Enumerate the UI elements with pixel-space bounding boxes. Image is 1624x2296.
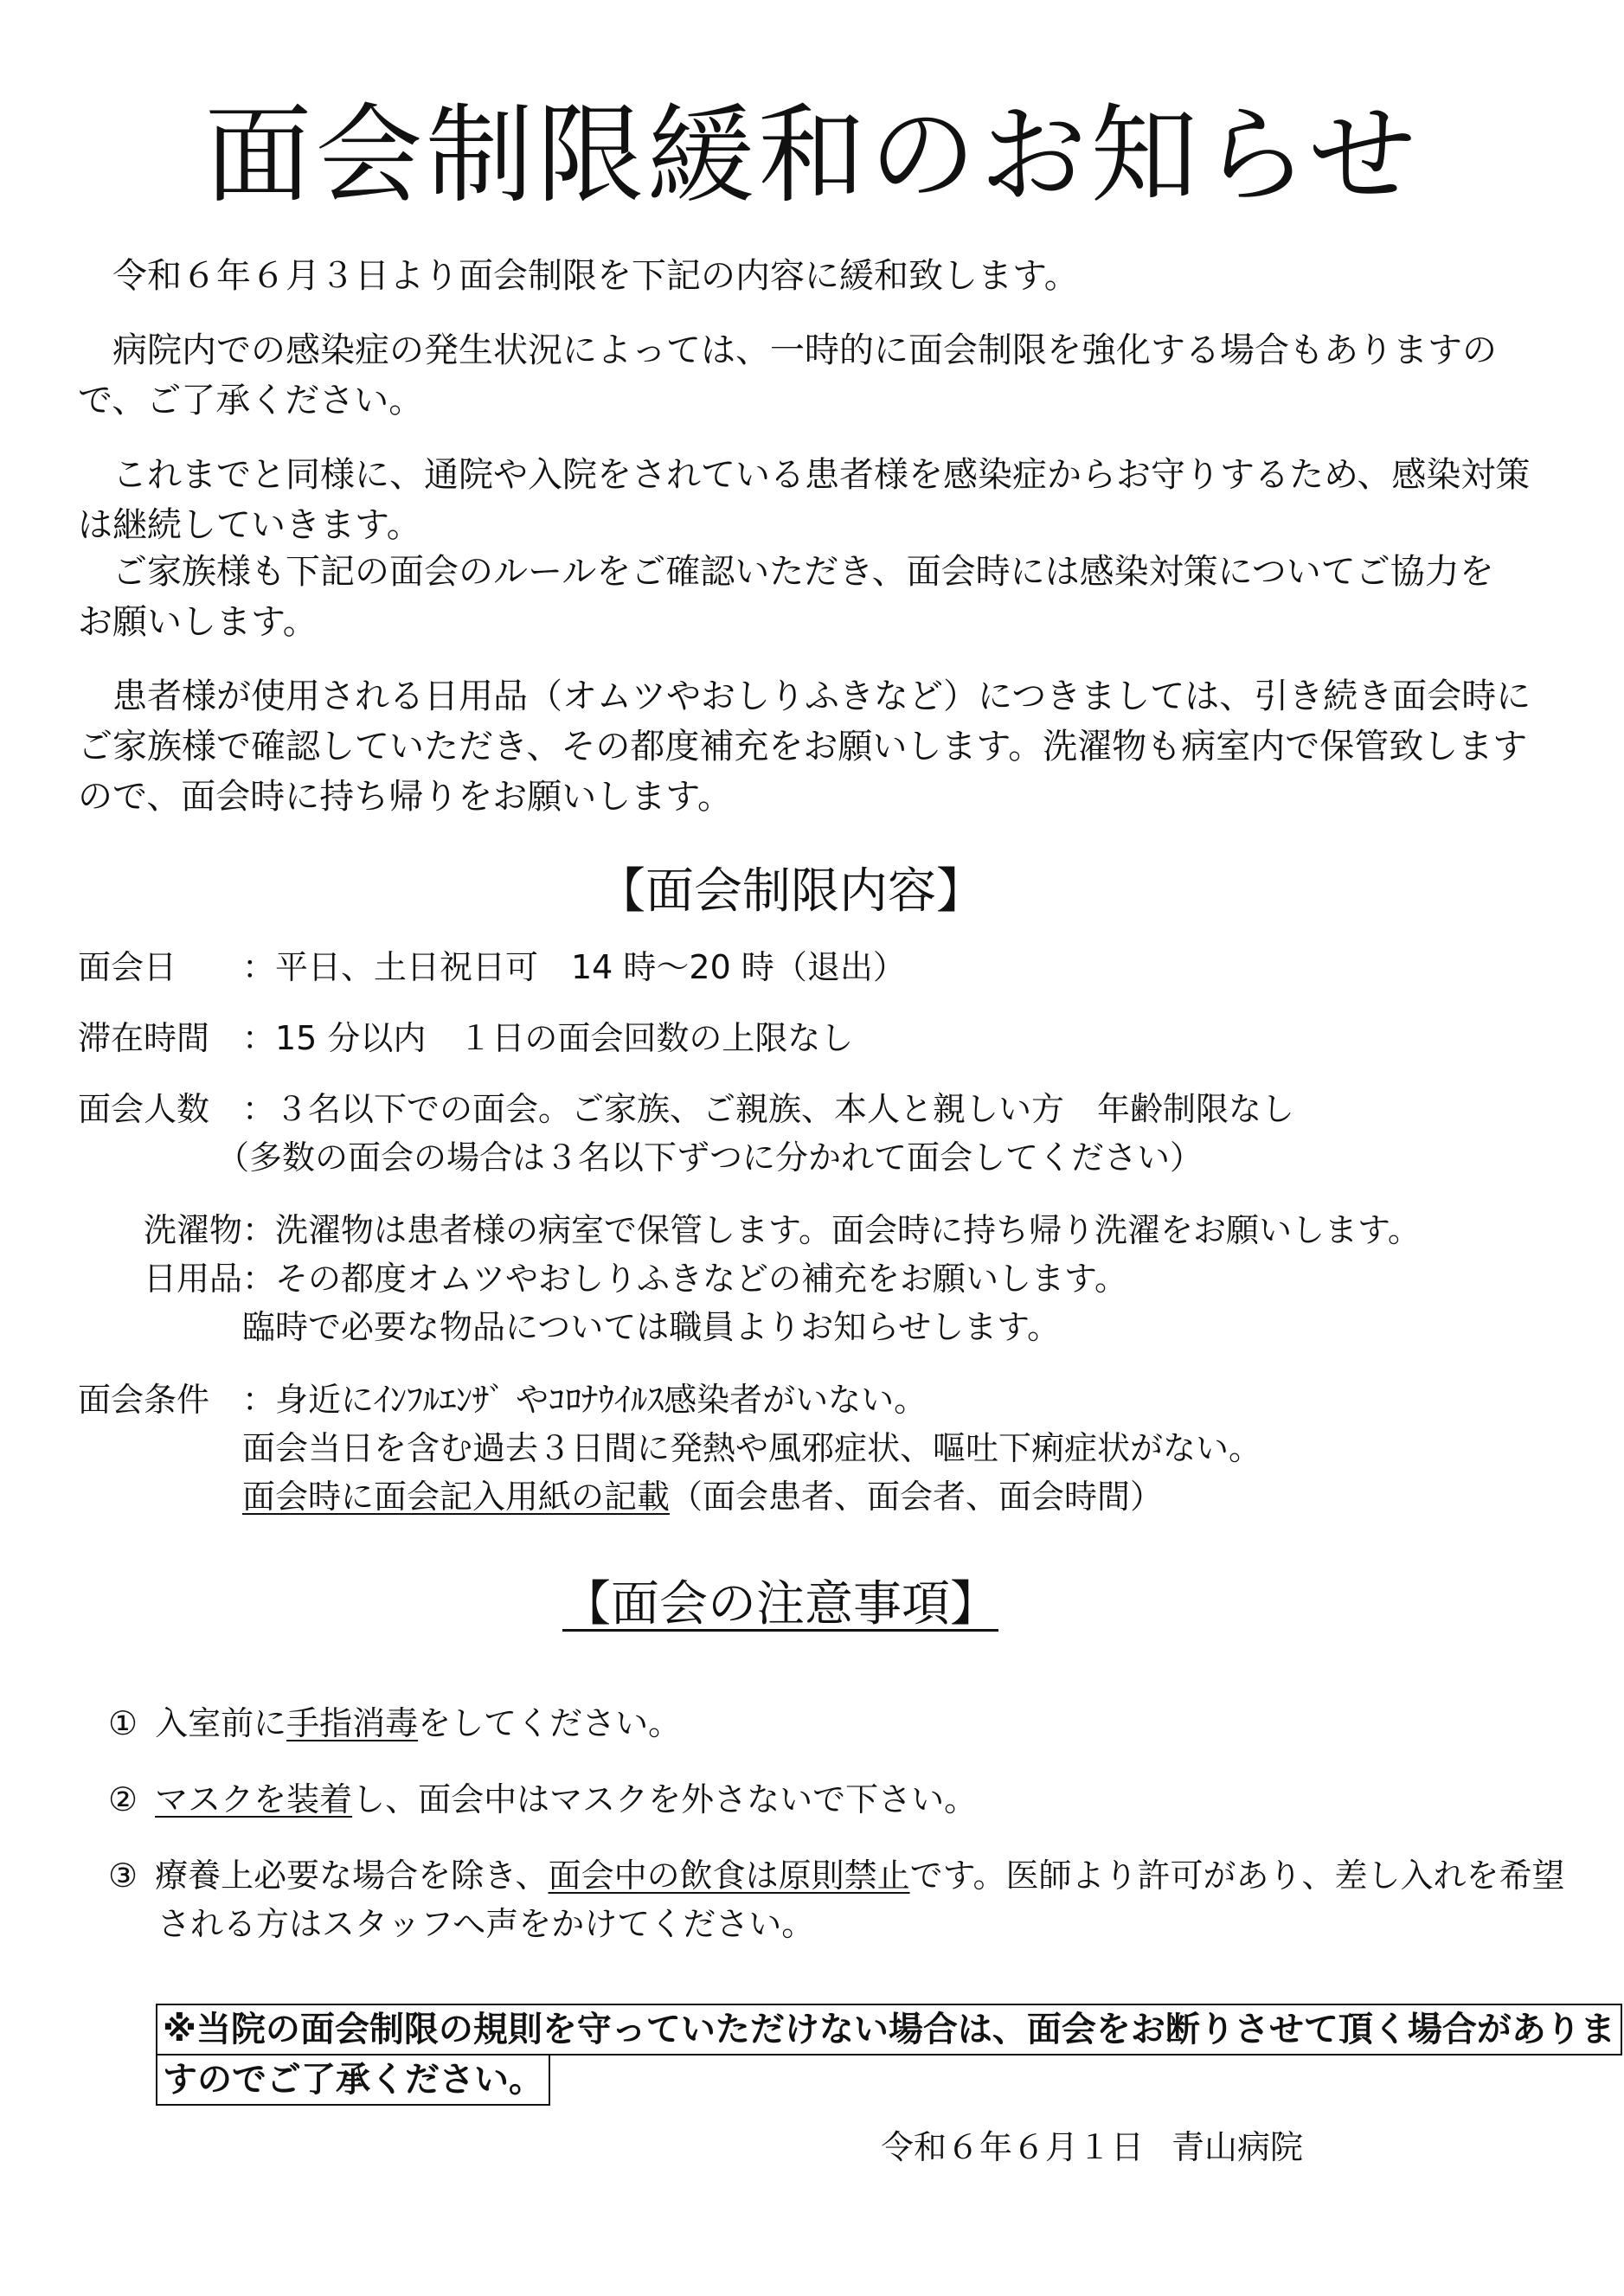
- restriction-row-conditions-2: 面会当日を含む過去３日間に発熱や風邪症状、嘔吐下痢症状がない。: [242, 1429, 1262, 1467]
- plain-text: （面会患者、面会者、面会時間）: [670, 1478, 1164, 1516]
- intro-paragraph-2-line-2: で、ご了承ください。: [78, 381, 424, 420]
- intro-paragraph-4-line-1: ご家族様も下記の面会のルールをご確認いただき、面会時には感染対策についてご協力を: [112, 552, 1494, 592]
- row-value: ：15 分以内 １日の面会回数の上限なし: [242, 1019, 854, 1057]
- row-label: 洗濯物: [143, 1211, 242, 1249]
- section-heading-precautions: 【面会の注意事項】: [562, 1576, 998, 1632]
- underlined-text: 面会時に面会記入用紙の記載: [242, 1478, 671, 1516]
- plain-text: し、面会中はマスクを外さないで下さい。: [352, 1780, 978, 1818]
- section-heading-restrictions: 【面会制限内容】: [597, 863, 985, 920]
- intro-paragraph-5-line-2: ご家族様で確認していただき、その都度補充をお願いします。洗濯物も病室内で保管致します: [78, 727, 1528, 766]
- row-value: ：洗濯物は患者様の病室で保管します。面会時に持ち帰り洗濯をお願いします。: [242, 1211, 1421, 1249]
- underlined-text: 面会中の飲食は原則禁止: [548, 1857, 910, 1895]
- row-label: 面会条件: [78, 1381, 210, 1419]
- intro-paragraph-2-line-1: 病院内での感染症の発生状況によっては、一時的に面会制限を強化する場合もありますの: [112, 330, 1497, 370]
- notice-line-1: [156, 2004, 1622, 2055]
- plain-text: です。医師より許可があり、差し入れを希望: [909, 1857, 1565, 1895]
- row-value: ：身近にｲﾝﾌﾙｴﾝｻﾞ やｺﾛﾅｳｲﾙｽ感染者がいない。: [242, 1381, 928, 1419]
- restriction-row-laundry: [78, 1206, 1421, 1254]
- intro-paragraph-5-line-1: 患者様が使用される日用品（オムツやおしりふきなど）につきましては、引き続き面会時に: [112, 677, 1531, 716]
- intro-paragraph-3-line-1: これまでと同様に、通院や入院をされている患者様を感染症からお守りするため、感染対策: [112, 455, 1531, 495]
- row-value: ：その都度オムツやおしりふきなどの補充をお願いします。: [242, 1260, 1127, 1298]
- underlined-text: 手指消毒: [286, 1704, 419, 1742]
- underlined-text: マスクを装着: [155, 1780, 353, 1818]
- plain-text: をしてください。: [418, 1704, 682, 1742]
- restriction-row-visitor-note: （多数の面会の場合は３名以下ずつに分かれて面会してください）: [216, 1138, 1204, 1177]
- item-number: ③: [108, 1857, 138, 1895]
- row-label: 日用品: [143, 1260, 242, 1298]
- intro-paragraph-5-line-3: ので、面会時に持ち帰りをお願いします。: [78, 777, 732, 817]
- notice-box-1: ※当院の面会制限の規則を守っていただけない場合は、面会をお断りさせて頂く場合がありま: [156, 2004, 1622, 2055]
- row-label: 面会日: [78, 948, 177, 986]
- restriction-row-stay-time: [78, 1014, 853, 1062]
- restriction-row-daily-items-note: 臨時で必要な物品については職員よりお知らせします。: [242, 1308, 1061, 1346]
- footer-date: 令和６年６月１日: [881, 2128, 1145, 2166]
- restriction-row-daily-items: [78, 1254, 1127, 1303]
- row-value: ：平日、土日祝日可 14 時～20 時（退出）: [242, 948, 906, 986]
- restriction-row-visit-days: [78, 943, 906, 991]
- precaution-item-3-line-2: される方はスタッフへ声をかけてください。: [157, 1905, 815, 1943]
- precaution-item-1: [108, 1699, 681, 1748]
- restriction-row-visitor-count: [78, 1085, 1294, 1133]
- footer-hospital: 青山病院: [1171, 2128, 1304, 2166]
- item-number: ②: [108, 1780, 138, 1818]
- restriction-row-conditions-3: [242, 1472, 1163, 1521]
- page-title: 面会制限緩和のお知らせ: [204, 93, 1420, 218]
- precaution-item-3: [108, 1851, 1565, 1900]
- notice-box-2: すのでご了承ください。: [156, 2054, 550, 2106]
- plain-text: 入室前に: [155, 1704, 287, 1742]
- intro-paragraph-1: 令和６年６月３日より面会制限を下記の内容に緩和致します。: [112, 256, 1079, 296]
- plain-text: 療養上必要な場合を除き、: [155, 1857, 549, 1895]
- intro-paragraph-3-line-2: は継続していきます。: [78, 505, 421, 545]
- item-number: ①: [108, 1704, 138, 1742]
- row-label: 面会人数: [78, 1090, 210, 1128]
- precaution-item-2: [108, 1775, 977, 1824]
- intro-paragraph-4-line-2: お願いします。: [78, 602, 318, 642]
- row-value: ：３名以下での面会。ご家族、ご親族、本人と親しい方 年齢制限なし: [242, 1090, 1295, 1128]
- restriction-row-conditions: [78, 1376, 927, 1424]
- notice-line-2: [156, 2054, 550, 2106]
- row-label: 滞在時間: [78, 1019, 210, 1057]
